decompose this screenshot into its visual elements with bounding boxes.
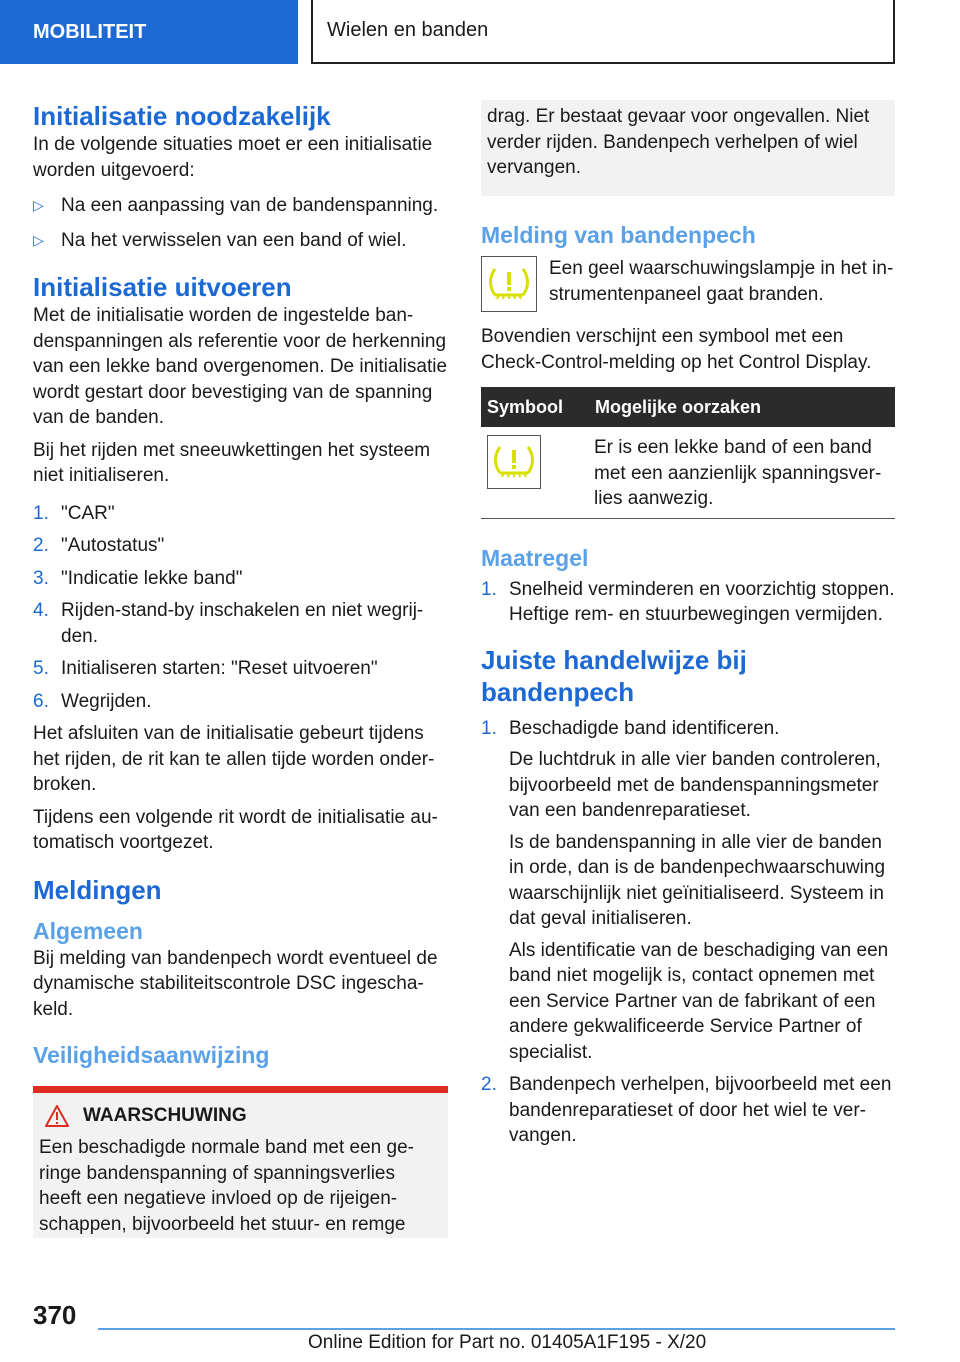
list-item: 1. Beschadigde band identificeren. De luchtdruk in alle vier banden controleren, bijvoorbeeld met de bandenspanningsmeter van een bandenreparatieset. Is de bandenspanning in alle vier de banden in orde, dan is de bandenpechwaarschuwing waarschijnlijk niet geïnitialiseerd. Systeem in dat geval initialiseren. Als identificatie van de beschadiging van een band niet mogelijk is, contact opnemen met een Service Partner van de fabrikant of een andere gekwalificeerde Service Partner of specialist.	[481, 717, 889, 1063]
list-item: 1. "CAR"	[33, 502, 115, 524]
header-section-tab: MOBILITEIT	[0, 0, 298, 64]
init-run-p4: Tijdens een volgende rit wordt de initialisatie automatisch voortgezet.	[33, 806, 438, 853]
header-chapter-title: Wielen en banden	[311, 0, 895, 64]
right-column	[481, 100, 895, 1156]
heading-veiligheid: Veiligheidsaanwijzing	[33, 1042, 270, 1068]
list-item: 5. Initialiseren starten: "Reset uitvoeren"	[33, 658, 378, 679]
heading-algemeen: Algemeen	[33, 917, 143, 944]
heading-init-run: Initialisatie uitvoeren	[33, 272, 292, 302]
init-run-p3: Het afsluiten van de initialisatie gebeurt tijdens het rijden, de rit kan te allen tijde worden onderbroken.	[33, 723, 435, 795]
heading-init-needed: Initialisatie noodzakelijk	[33, 101, 331, 131]
lamp-text: Een geel waarschuwingslampje in het instrumentenpaneel gaat branden.	[549, 258, 894, 305]
warning-text-continued: drag. Er bestaat gevaar voor ongevallen. Niet verder rijden. Bandenpech verhelpen of wiel vervangen.	[487, 106, 870, 178]
init-run-p2: Bij het rijden met sneeuwkettingen het systeem niet initialiseren.	[33, 439, 431, 486]
list-item: ▷ Na een aanpassing van de bandenspanning.	[33, 193, 448, 219]
warning-text: Een beschadigde normale band met een geringe bandenspanning of spanningsverlies heeft een negatieve invloed op de rijeigenschappen, bijvoorbeeld het stuur- en remge	[39, 1137, 414, 1235]
warning-triangle-icon	[45, 1105, 69, 1127]
init-needed-intro: In de volgende situaties moet er een initialisatie worden uitgevoerd:	[33, 134, 433, 181]
list-item: 1. Snelheid verminderen en voorzichtig stoppen. Heftige rem- en stuurbewegingen vermijden.	[481, 578, 895, 625]
warning-box	[33, 1086, 448, 1238]
melding-p1: Bovendien verschijnt een symbool met een Check-Control-melding op het Control Display.	[481, 326, 872, 373]
tire-symbol-icon	[487, 435, 541, 489]
table-row	[481, 427, 895, 518]
list-item: 2. Bandenpech verhelpen, bijvoorbeeld met een bandenreparatieset of door het wiel te vervangen.	[481, 1074, 892, 1146]
init-run-p1: Met de initialisatie worden de ingestelde bandenspanningen als referentie voor de herkenning van een lekke band overgenomen. De initialisatie wordt gestart door bevestiging van de spanning van de banden.	[33, 305, 448, 428]
table-header-oorzaken: Mogelijke oorzaken	[594, 387, 895, 427]
triangle-bullet-icon: ▷	[33, 197, 44, 213]
page-number: 370	[33, 1300, 77, 1330]
algemeen-text: Bij melding van bandenpech wordt eventueel de dynamische stabiliteitscontrole DSC ingeschakeld.	[33, 947, 438, 1020]
table-cell-oorzaak: Er is een lekke band of een band met een aanzienlijk spanningsverlies aanwezig.	[594, 427, 895, 518]
table-header-symbool: Symbool	[481, 387, 594, 427]
list-item: 4. Rijden-stand-by inschakelen en niet wegrijden.	[33, 600, 424, 647]
heading-maatregel: Maatregel	[481, 544, 589, 571]
footer-divider	[98, 1328, 895, 1330]
symptom-table	[481, 387, 895, 519]
list-item: 6. Wegrijden.	[33, 690, 152, 712]
heading-melding-bandenpech: Melding van bandenpech	[481, 222, 756, 248]
list-item: ▷ Na het verwisselen van een band of wiel.	[33, 228, 448, 254]
triangle-bullet-icon: ▷	[33, 231, 44, 248]
edition-note: Online Edition for Part no. 01405A1F195 - X/20	[308, 1332, 707, 1353]
list-item: 2. "Autostatus"	[33, 535, 165, 556]
warning-title: WAARSCHUWING	[39, 1105, 440, 1127]
heading-handelwijze: Juiste handelwijze bij bandenpech	[481, 644, 747, 707]
list-item: 3. "Indicatie lekke band"	[33, 567, 243, 589]
lamp-row	[481, 256, 895, 312]
left-column	[33, 100, 448, 1238]
tire-warning-lamp-icon	[481, 256, 537, 312]
warning-box-continued	[481, 100, 895, 196]
heading-meldingen: Meldingen	[33, 874, 162, 905]
